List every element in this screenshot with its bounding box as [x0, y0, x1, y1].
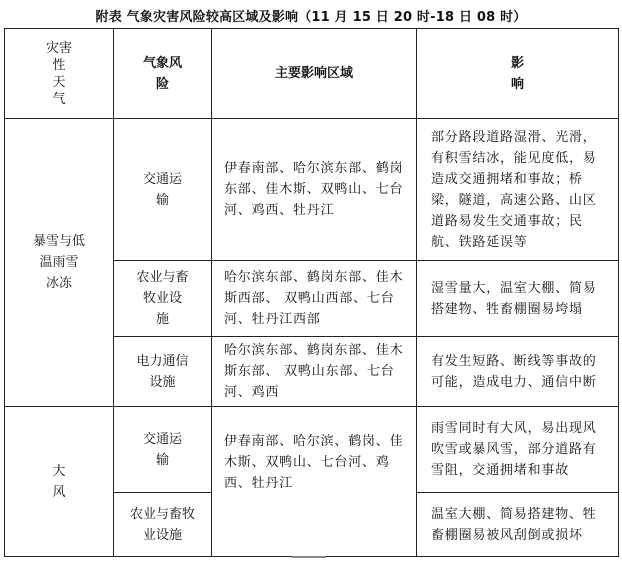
header-region: 主要影响区域	[212, 29, 417, 119]
sector-transport: 交通运 输	[114, 119, 212, 261]
region-cell: 哈尔滨东部、鹤岗东部、佳木斯西部、 双鸭山西部、七台河、牡丹江西部	[212, 261, 417, 337]
region-cell: 哈尔滨东部、鹤岗东部、佳木斯东部、 双鸭山东部、七台河、鸡西	[212, 337, 417, 407]
weather-type-wind: 大 风	[5, 407, 114, 557]
header-hazard-weather: 灾害 性 天 气	[5, 29, 114, 119]
table-row	[5, 119, 619, 261]
region-cell: 伊春南部、哈尔滨东部、鹤岗东部、佳木斯、双鸭山、七台河、鸡西、牡丹江	[212, 119, 417, 261]
sector-agriculture: 农业与畜牧 业设施	[114, 493, 212, 557]
impact-cell: 湿雪量大，温室大棚、简易搭建物、牲畜棚圈易垮塌	[417, 261, 619, 337]
region-cell: 伊春南部、哈尔滨、鹤岗、佳木斯、双鸭山、七台河、鸡西、牡丹江	[212, 407, 417, 557]
header-sector: 气象风 险	[114, 29, 212, 119]
page-edge-mark	[292, 556, 326, 558]
risk-table	[4, 28, 619, 557]
sector-transport: 交通运 输	[114, 407, 212, 493]
header-impact: 影 响	[417, 29, 619, 119]
impact-cell: 部分路段道路湿滑、光滑，有积雪结冰，能见度低，易造成交通拥堵和事故；桥梁，隧道，高速公路、山区道路易发生交通事故；民航、铁路延误等	[417, 119, 619, 261]
impact-cell: 有发生短路、断线等事故的可能，造成电力、通信中断	[417, 337, 619, 407]
table-row	[5, 407, 619, 493]
table-title: 附表 气象灾害风险较高区域及影响（11 月 15 日 20 时-18 日 08 时）	[95, 10, 527, 25]
impact-cell: 温室大棚、简易搭建物、牲畜棚圈易被风刮倒或损坏	[417, 493, 619, 557]
weather-type-snow: 暴雪与低 温雨雪 冰冻	[5, 119, 114, 407]
sector-agriculture: 农业与畜 牧业设 施	[114, 261, 212, 337]
sector-power-telecom: 电力通信 设施	[114, 337, 212, 407]
impact-cell: 雨雪同时有大风，易出现风吹雪或暴风雪，部分道路有雪阻，交通拥堵和事故	[417, 407, 619, 493]
header-row	[5, 29, 619, 119]
